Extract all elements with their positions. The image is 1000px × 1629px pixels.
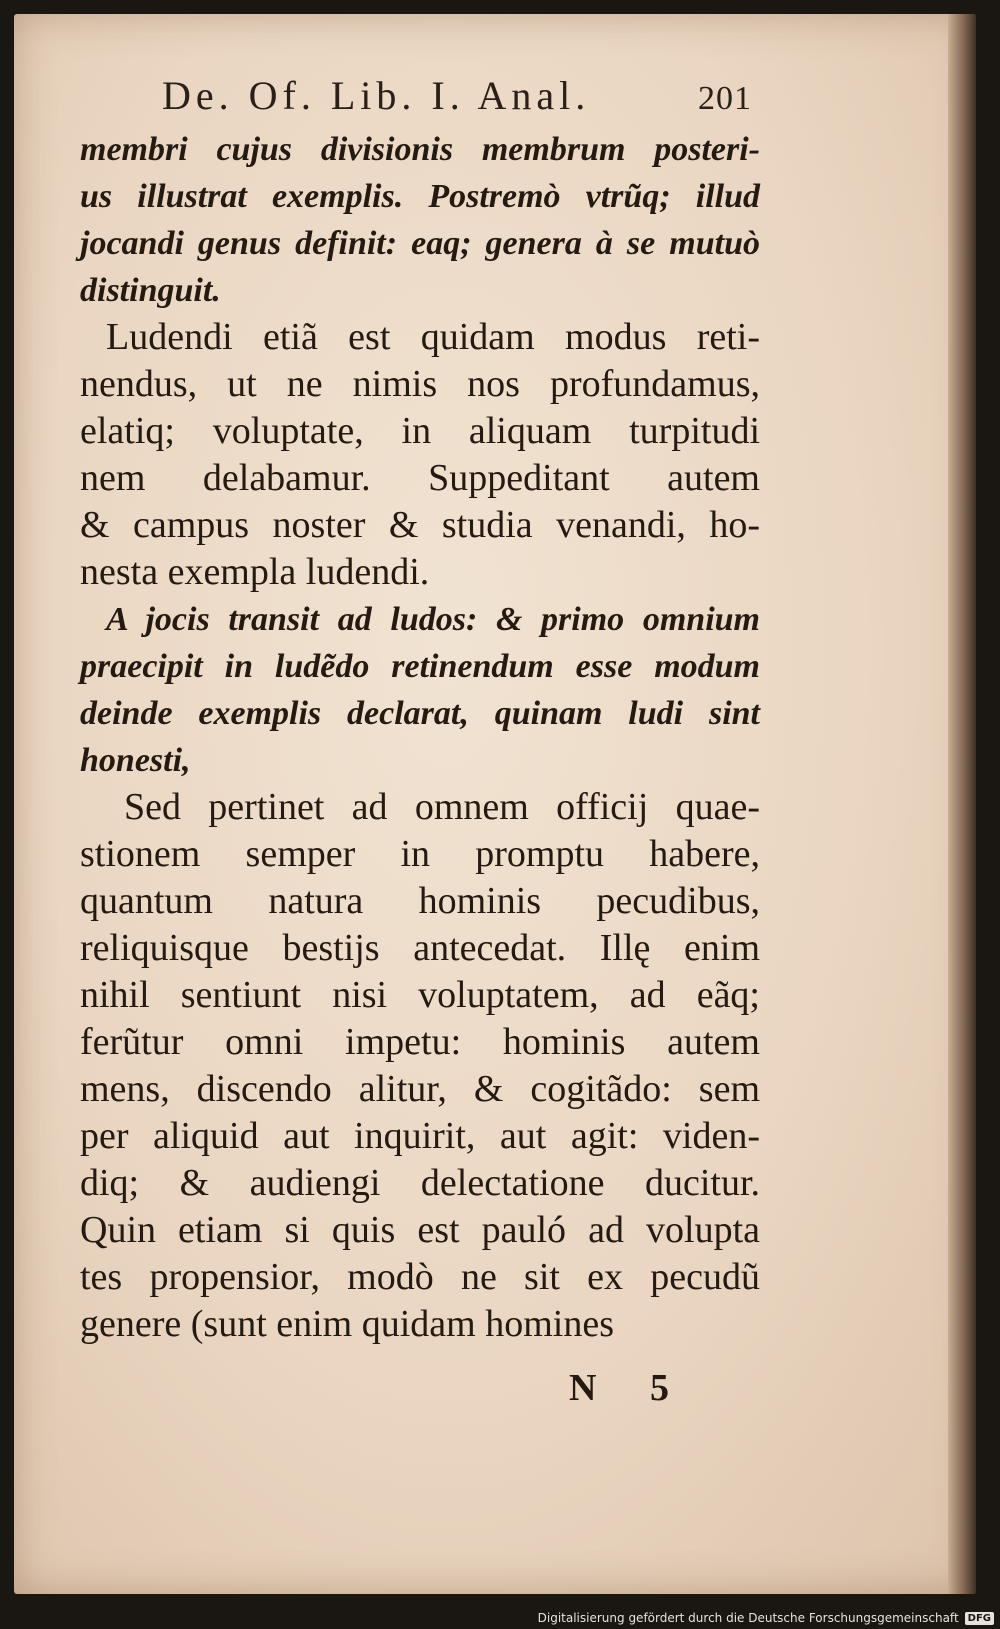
text-line: per aliquid aut inquirit, aut agit: viden- <box>80 1115 760 1157</box>
text-line: Ludendi etiã est quidam modus reti- <box>106 316 760 358</box>
text-line: & campus noster & studia venandi, ho- <box>80 504 760 546</box>
text-line: nihil sentiunt nisi voluptatem, ad eãq; <box>80 974 760 1016</box>
text-line: genere (sunt enim quidam homines <box>80 1303 614 1345</box>
text-line: stionem semper in promptu habere, <box>80 833 760 875</box>
text-line: membri cujus divisionis membrum posteri- <box>80 131 760 168</box>
page-number: 201 <box>698 80 752 117</box>
digitization-credit <box>538 1611 994 1625</box>
book-page <box>14 14 976 1594</box>
text-line: diq; & audiengi delectatione ducitur. <box>80 1162 760 1204</box>
text-line: nendus, ut ne nimis nos profundamus, <box>80 363 760 405</box>
text-line: Sed pertinet ad omnem officij quae- <box>124 786 760 828</box>
text-line: jocandi genus definit: eaq; genera à se mutuò <box>80 225 760 262</box>
text-line: praecipit in ludẽdo retinendum esse modum <box>80 648 760 685</box>
text-line: tes propensior, modò ne sit ex pecudũ <box>80 1256 760 1298</box>
text-line: A jocis transit ad ludos: & primo omnium <box>106 601 760 638</box>
text-line: mens, discendo alitur, & cogitãdo: sem <box>80 1068 760 1110</box>
text-line: distinguit. <box>80 272 221 309</box>
text-line: Quin etiam si quis est pauló ad volupta <box>80 1209 760 1251</box>
signature-mark: N 5 <box>569 1367 691 1409</box>
text-line: nem delabamur. Suppeditant autem <box>80 457 760 499</box>
page-gutter <box>948 14 976 1594</box>
text-body <box>80 126 760 1348</box>
text-line: elatiq; voluptate, in aliquam turpitudi <box>80 410 760 452</box>
text-line: honesti, <box>80 742 191 779</box>
text-line: nesta exempla ludendi. <box>80 551 430 593</box>
credit-text: Digitalisierung gefördert durch die Deutsche Forschungsgemeinschaft <box>537 1611 959 1625</box>
text-line: deinde exemplis declarat, quinam ludi sint <box>80 695 760 732</box>
text-line: reliquisque bestijs antecedat. Illę enim <box>80 927 760 969</box>
text-line: quantum natura hominis pecudibus, <box>80 880 760 922</box>
dfg-logo: DFG <box>965 1612 994 1625</box>
running-head <box>162 72 752 122</box>
text-line: us illustrat exemplis. Postremò vtrũq; illud <box>80 178 760 215</box>
text-line: ferũtur omni impetu: hominis autem <box>80 1021 760 1063</box>
running-head-title: De. Of. Lib. I. Anal. <box>162 73 591 118</box>
